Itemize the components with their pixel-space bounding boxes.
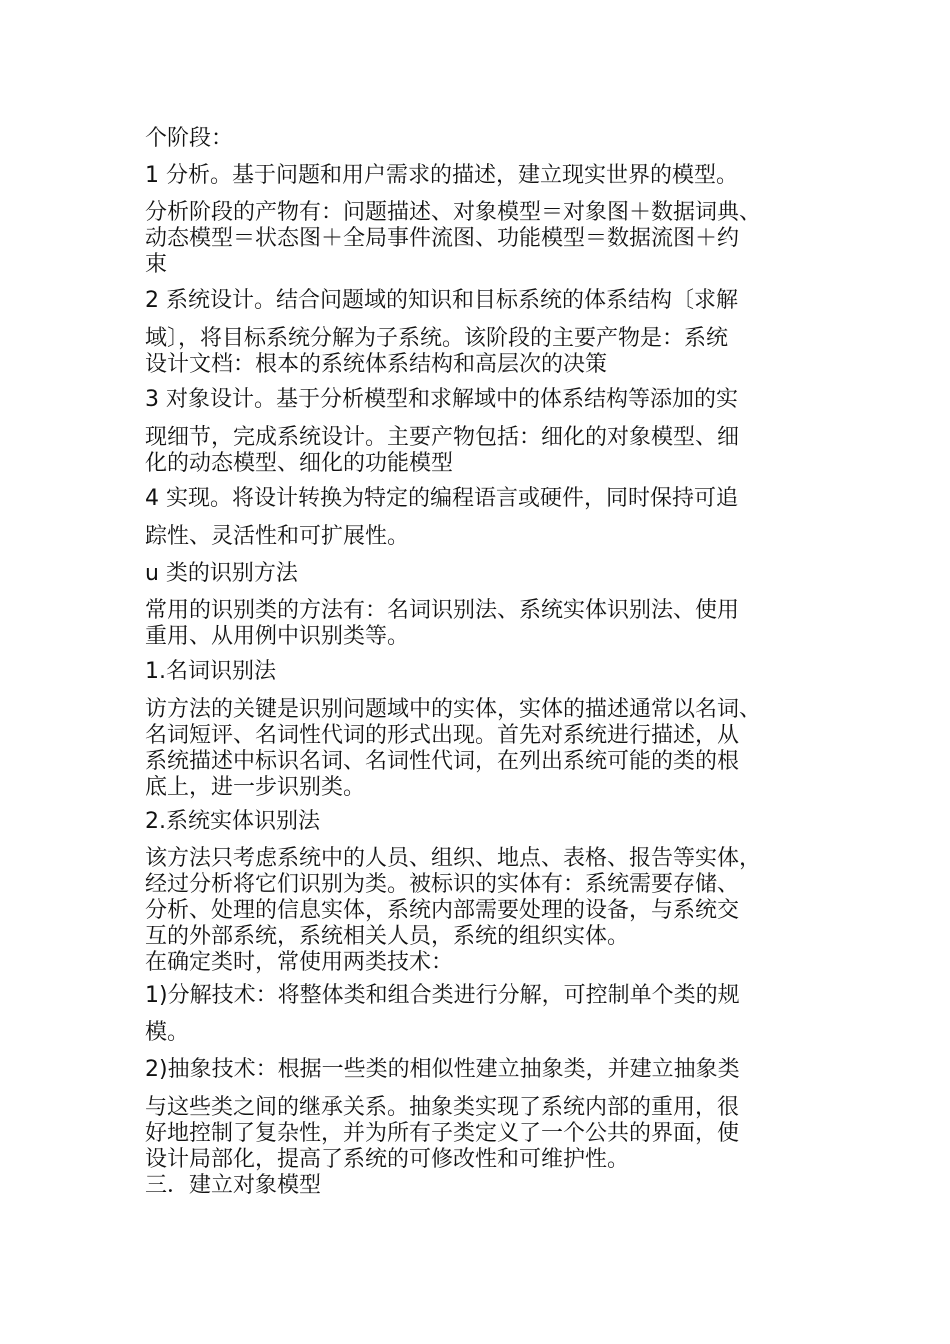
paragraph-object-design-cont: 现细节，完成系统设计。主要产物包括：细化的对象模型、细 化的动态模型、细化的功能模型: [145, 425, 740, 476]
paragraph-system-design: 2 系统设计。结合问题域的知识和目标系统的体系结构〔求解: [145, 288, 738, 313]
paragraph-analysis: 1 分析。基于问题和用户需求的描述，建立现实世界的模型。: [145, 163, 738, 188]
paragraph-entity-identification: 该方法只考虑系统中的人员、组织、地点、表格、报告等实体， 经过分析将它们识别为类。被标识的实体有：系统需要存储、 分析、处理的信息实体，系统内部需要处理的设备，与系统交 互的外部系统，系统相关人员，系统的组织实体。 在确定类时，常使用两类技术：: [145, 846, 762, 975]
paragraph-object-design: 3 对象设计。基于分析模型和求解域中的体系结构等添加的实: [145, 387, 738, 412]
paragraph-implementation: 4 实现。将设计转换为特定的编程语言或硬件，同时保持可追: [145, 486, 738, 511]
paragraph-abstraction-cont: 与这些类之间的继承关系。抽象类实现了系统内部的重用，很 好地控制了复杂性，并为所有子类定义了一个公共的界面，使 设计局部化，提高了系统的可修改性和可维护性。 三．建立对象模型: [145, 1095, 740, 1198]
paragraph-decomposition-cont: 模。: [145, 1020, 190, 1045]
heading-noun-identification: 1.名词识别法: [145, 659, 276, 684]
paragraph-decomposition: 1)分解技术：将整体类和组合类进行分解，可控制单个类的规: [145, 983, 740, 1008]
paragraph-noun-identification: 访方法的关键是识别问题域中的实体，实体的描述通常以名词、 名词短评、名词性代词的形式出现。首先对系统进行描述，从 系统描述中标识名词、名词性代词，在列出系统可能的类的根 底上，进一步识别类。: [145, 697, 762, 800]
paragraph-system-design-cont: 域〕，将目标系统分解为子系统。该阶段的主要产物是：系统 设计文档：根本的系统体系结构和高层次的决策: [145, 326, 729, 377]
heading-entity-identification: 2.系统实体识别法: [145, 809, 320, 834]
heading-class-identification: u 类的识别方法: [145, 561, 298, 586]
paragraph-abstraction: 2)抽象技术：根据一些类的相似性建立抽象类，并建立抽象类: [145, 1057, 740, 1082]
paragraph-identification-methods: 常用的识别类的方法有：名词识别法、系统实体识别法、使用 重用、从用例中识别类等。: [145, 598, 740, 649]
paragraph-stage-intro: 个阶段：: [145, 126, 234, 151]
paragraph-implementation-cont: 踪性、灵活性和可扩展性。: [145, 524, 410, 549]
paragraph-analysis-products: 分析阶段的产物有：问题描述、对象模型＝对象图＋数据词典、 动态模型＝状态图＋全局事件流图、功能模型＝数据流图＋约 束: [145, 200, 762, 277]
